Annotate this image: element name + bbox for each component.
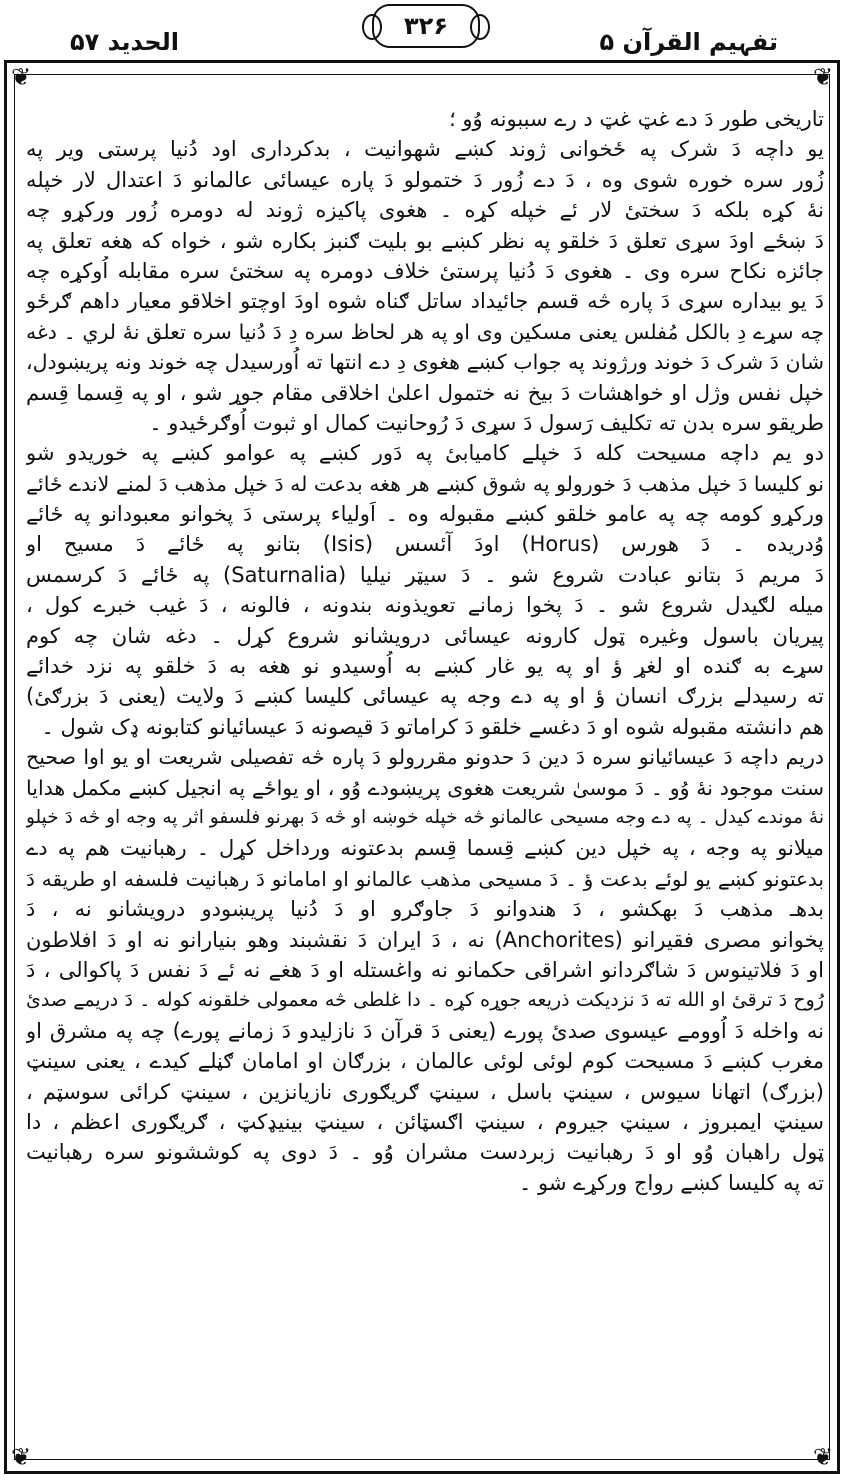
text-line: نو کلیسا دَ خپل مذهب دَ خورولو په شوق کښے هر هغه بدعت له دَ خپل مذهب دَ لمنے لاندے ځائے: [26, 471, 824, 496]
text-line: شان دَ شرک دَ خوند ورژوند په جواب کښے هغوی دِ دے انتها ته اُورسیدل چه خوند ونه پریښودل،: [26, 350, 824, 375]
text-line: پیریان باسول وغیره ټول کارونه عیسائی درویشانو شروع کړل ۔ دغه شان چه کوم: [26, 623, 824, 648]
text-line: پخوانو مصری فقیرانو (Anchorites) نه ، دَ ایران دَ نقشبند وهو بنیارانو نه او دَ افلاطون: [26, 927, 824, 952]
text-line: بدعتونو کښے یو لوئے بدعت ؤ ۔ دَ مسیحی مذهب عالمانو او امامانو دَ رهبانیت فلسفه او طریقه دَ: [26, 866, 824, 891]
text-line: بدهـ مذهب دَ بهکشو ، دَ هندوانو دَ جاوګرو او دَ دُنیا پریښودو درویشانو نه ، دَ: [26, 897, 824, 922]
corner-ornament-icon: ❦: [10, 63, 32, 91]
text-line: نه واخله دَ اُوومے عیسوی صدیٔ پورے (یعنی دَ قرآن دَ نازلیدو دَ زمانے پورے) چه په مشرق او: [26, 1018, 824, 1043]
text-line: جائزه نکاح سره وی ۔ هغوی دَ دُنیا پرستیٔ خلاف دومره په سختیٔ سره مقابله اُوکړه چه: [26, 258, 824, 283]
text-line: میلانو په وجه ، په خپل دین کښے قِسما قِسم بدعتونه ورداخل کړل ۔ رهبانیت هم په دے: [26, 836, 824, 861]
text-line: دَ یو بیداره سړی دَ پاره څه قسم جائیداد ساتل ګناه شوه اودَ اوچتو اخلاقو معیار داهم ګرځو: [26, 289, 824, 314]
text-line: دریم داچه دَ عیسائیانو سره دَ دین دَ حدونو مقررولو دَ پاره څه تفصیلی شریعت او یو اوا صحیح: [26, 745, 824, 770]
text-line: ته رسیدلے بزرګ انسان ؤ او په دے وجه په عیسائی کلیسا کښے دَ ولایت (یعنی دَ بزرګیٔ): [26, 684, 824, 709]
text-line: خپل نفس وژل او خواهشات دَ بیخ نه ختمول اعلیٰ اخلاقی مقام جوړ شو ، او په قِسما قِسم: [26, 380, 824, 405]
text-line: دو یم داچه مسیحت کله دَ خپلے کامیابیٔ په دَور کښے په عوامو کښے په خوریدو شو: [26, 441, 824, 466]
page-header: [0, 0, 848, 58]
body-text: [26, 104, 824, 1464]
text-line: سړے به ګنده او لغړ ؤ او په یو غار کښے به اُوسیدو نو هغه به دَ خلقو په نزد خدائے: [26, 654, 824, 679]
corner-ornament-icon: ❦: [812, 63, 834, 91]
text-line: دَ ښځے اودَ سړی تعلق دَ خلقو په نظر کښے بو بلیت ګنبز بکاره شو ، خواه که هغه تعلق په: [26, 228, 824, 253]
text-line: مغرب کښے دَ مسیحت کوم لوئی لوئی عالمان ، بزرګان او امامان ګڼلے کیدے ، یعنی سینټ: [26, 1049, 824, 1074]
text-line: وُدریده ۔ دَ هورس (Horus) اودَ آئسس (Isis) بتانو په ځائے دَ مسیح او: [26, 532, 824, 557]
page-number: ۳۲۶: [372, 4, 480, 48]
text-line: ټول راهبان وُو او دَ رهبانیت زبردست مشران وُو ۔ دَ دوی په کوششونو سره رهبانیت: [26, 1140, 824, 1165]
text-line: (بزرګ) اتهانا سیوس ، سینټ باسل ، سینټ ګریګوری نازیانزین ، سینټ کرائی سوسټم ،: [26, 1079, 824, 1104]
surah-name: الحدید ۵۷: [70, 28, 179, 56]
corner-ornament-icon: ❦: [10, 1443, 32, 1471]
text-line: سینټ ایمبروز ، سینټ جیروم ، سینټ اګسټائن ، سینټ بینیډکټ ، ګریګوری اعظم ، دا: [26, 1109, 824, 1134]
text-line: یو داچه دَ شرک په ځخوانی ژوند کښے شهوانیت ، بدکرداری اود دُنیا پرستی ویر په: [26, 137, 824, 162]
text-line: او دَ فلاتینوس دَ شاګردانو اشراقی حکمانو نه واغستله او دَ هغے نه ئے دَ نفس دَ پاکوالی ، دَ: [26, 957, 824, 982]
book-title: تفہیم القرآن ۵: [599, 28, 778, 56]
text-line: رُوح دَ ترقیٔ او الله ته دَ نزدیکت ذریعه جوړه کړه ۔ دا غلطی څه معمولی خلقونه کوله ۔ دَ دریمے صدیٔ: [26, 989, 824, 1012]
text-line: زُور سره خوره شوی وه ، دَ دے زُور دَ ختمولو دَ پاره عیسائی عالمانو دَ اعتدال لار خپله: [26, 167, 824, 192]
text-line: ورکړو کومه چه په عامو خلقو کښے مقبوله وه ۔ اَولیاء پرستی دَ پخوانو معبودانو په ځائے: [26, 502, 824, 527]
text-line: ته په کلیسا کښے رواج ورکړے شو ۔: [519, 1170, 824, 1195]
text-line: طریقو سره بدن ته تکلیف رَسول دَ سړی دَ رُوحانیت کمال او ثبوت اُوګرځیدو ۔: [149, 410, 824, 435]
text-line: هم دانشته مقبوله شوه او دَ دغسے خلقو دَ کراماتو دَ قیصونه دَ عیسائیانو کتابونه ډک شول ۔: [41, 714, 824, 739]
text-line: دَ مریم دَ بتانو عبادت شروع شو ۔ دَ سیټر نیلیا (Saturnalia) په ځائے دَ کرسمس: [26, 562, 824, 587]
text-line: سنت موجود نهٔ وُو ۔ دَ موسیٰ شریعت هغوی پریښودے وُو ، او یواځے په انجیل کښے مکمل هدایا: [26, 775, 824, 800]
text-line: تاریخی طور دَ دے غټ غټ د رے سببونه وُو ؛: [449, 107, 824, 131]
corner-ornament-icon: ❦: [812, 1443, 834, 1471]
text-line: نهٔ موندے کیدل ۔ په دے وجه مسیحی عالمانو څه خپله خوښه او څه دَ بهرنو فلسفو اثر په وجه او څه دَ خپلو: [26, 806, 824, 828]
text-line: میله لګیدل شروع شو ۔ دَ پخوا زمانے تعویذونه بندونه ، فالونه ، دَ غیب خبرے کول ،: [26, 593, 824, 618]
text-line: چه سړے دِ بالکل مُفلس یعنی مسکین وی او په هر لحاظ سره دِ دَ دُنیا سره تعلق نهٔ لري ۔ دغه: [26, 319, 824, 344]
text-line: نهٔ کړه بلکه دَ سختیٔ لار ئے خپله کړه ۔ هغوی پاکیزه ژوند له دومره زُور ورکړو چه: [26, 198, 824, 223]
